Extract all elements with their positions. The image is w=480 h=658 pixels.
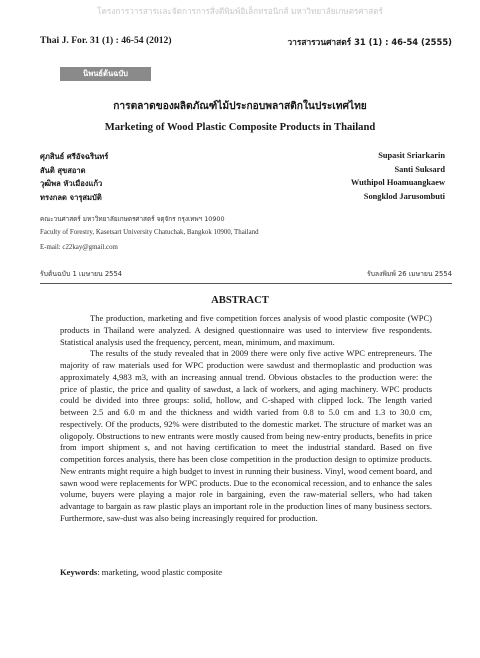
abstract-paragraph: The production, marketing and five competition forces analysis of wood plastic composite (WPC) products in Thailand were analyzed. A designed questionnaire was used to interview five respondents. Statistical analysis used the frequency, percent, mean, minimum, and maximum. xyxy=(60,313,432,347)
received-date: รับต้นฉบับ 1 เมษายน 2554 xyxy=(40,270,123,278)
journal-citation-en: Thai J. For. 31 (1) : 46-54 (2012) xyxy=(40,35,172,46)
author-name-thai: ศุภสินธ์ ศรีอัจฉรินทร์ xyxy=(40,152,109,161)
author-row xyxy=(40,151,445,165)
contact-email: E-mail: c22kay@gmail.com xyxy=(40,244,118,251)
keywords-label: Keywords xyxy=(60,567,98,577)
author-row xyxy=(40,165,445,179)
author-name-english: Wuthipol Hoamuangkaew xyxy=(350,178,445,188)
author-name-thai: สันติ สุขสอาด xyxy=(40,165,86,175)
author-name-english: Supasit Sriarkarin xyxy=(378,151,445,160)
abstract-body xyxy=(60,313,432,525)
keywords-line xyxy=(60,567,222,577)
author-name-english: Songklod Jarusombuti xyxy=(363,191,445,201)
title-english: Marketing of Wood Plastic Composite Products in Thailand xyxy=(104,122,376,133)
author-name-english: Santi Suksard xyxy=(394,164,445,174)
title-thai: การตลาดของผลิตภัณฑ์ไม้ประกอบพลาสติกในประเทศไทย xyxy=(113,101,367,112)
author-name-thai: วุฒิพล หัวเมืองแก้ว xyxy=(40,179,103,189)
header-divider xyxy=(40,283,452,284)
author-list xyxy=(40,151,445,205)
accepted-date: รับลงพิมพ์ 26 เมษายน 2554 xyxy=(366,270,452,278)
author-row xyxy=(40,178,445,192)
journal-citation-th: วารสารวนศาสตร์ 31 (1) : 46-54 (2555) xyxy=(287,37,452,47)
abstract-paragraph: The results of the study revealed that in 2009 there were only five active WPC entrepreneurs. The majority of raw materials used for WPC production were sawdust and thermoplastic and production was approximately 4,983 m3, with an increasing annual trend. Obvious obstacles to the production were: the price of plastic, the price and quality of sawdust, a lack of workers, and aging machinery. WPC products could be divided into three groups: solid, hollow, and C-shaped with clipped lock. The length varied between 2.5 and 6.0 m and the thickness and width varied from 0.8 to 5.0 cm and 1.3 to 30.0 cm, respectively. Of the products, 92% were distributed to the domestic market. The structure of market was an oligopoly. Obstructions to new entrants were mostly caused from being new-entry products, benefits in price from import shipment s, and not having certification to meet the industrial standard. Based on five competition forces analysis, there has been close competition in the production design to optimize products. New entrants might require a high budget to invest in running their business. Vinyl, wood cement board, and sawn wood were replacements for WPC products. Due to the economical recession, and to enhance the sales volume, buyers were playing a major role in bargaining, even the raw-material sellers, who had taken advantage to bargain as raw plastic plays an important role in the production lines of many business sectors. Furthermore, saw-dust was also being increasingly required for production. xyxy=(60,348,432,523)
keywords-text: : marketing, wood plastic composite xyxy=(97,567,223,577)
author-row xyxy=(40,192,445,206)
article-type-badge: นิพนธ์ต้นฉบับ xyxy=(60,67,151,81)
watermark-text: โครงการวารสารเเละจัดการการสิ่งตีพิมพ์อิเล็กทรอนิกส์ มหาวิทยาลัยเกษตรศาสตร์ xyxy=(97,6,383,16)
affiliation-thai: คณะวนศาสตร์ มหาวิทยาลัยเกษตรศาสตร์ จตุจักร กรุงเทพฯ 10900 xyxy=(40,215,225,223)
affiliation-english: Faculty of Forestry, Kasetsart University Chatuchak, Bangkok 10900, Thailand xyxy=(40,229,259,236)
author-name-thai: ทรงกลด จารุสมบัติ xyxy=(40,192,102,202)
abstract-heading: ABSTRACT xyxy=(211,295,269,306)
